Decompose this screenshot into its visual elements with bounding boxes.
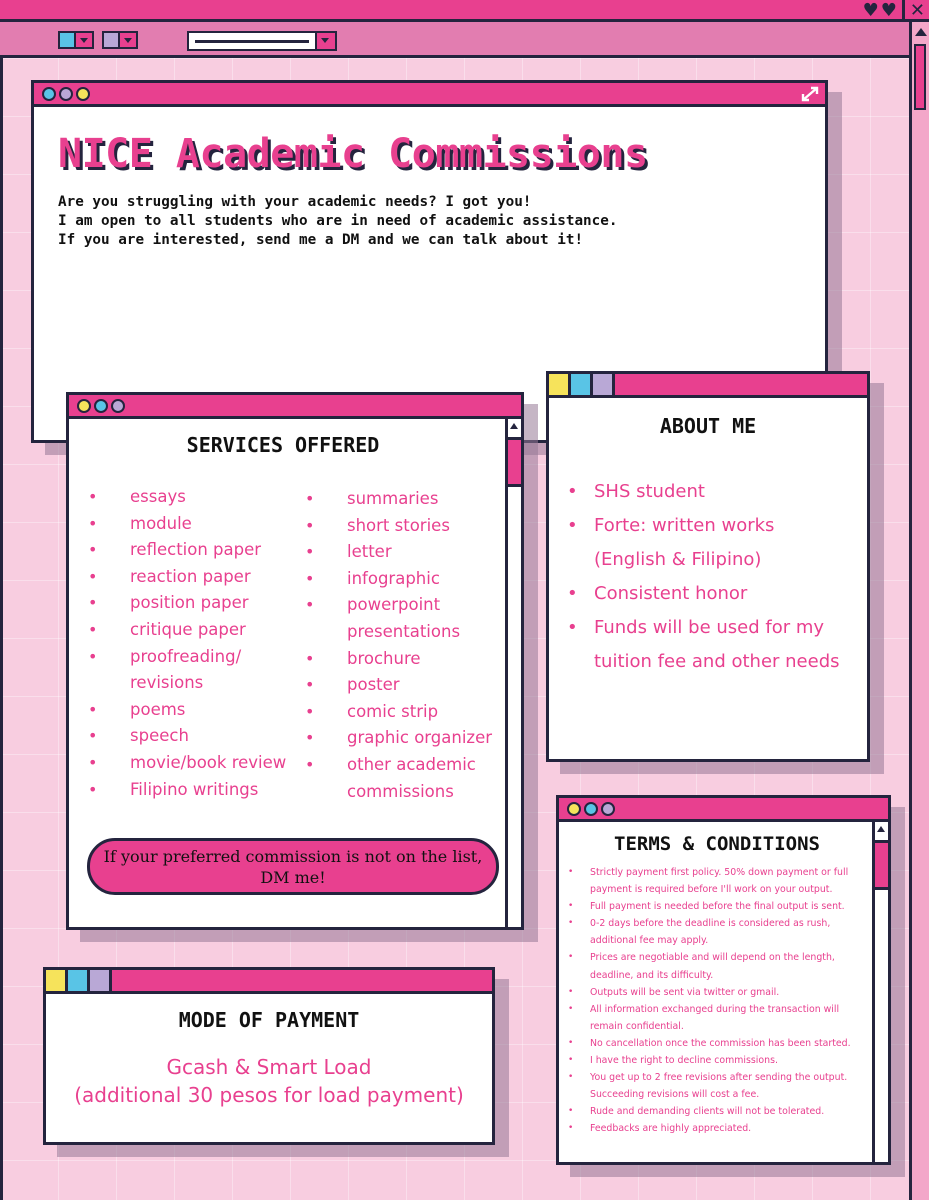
chevron-down-icon[interactable] [76,31,94,49]
color-picker-cyan[interactable] [58,31,94,51]
list-item: • critique paper [88,617,288,644]
window-title-bar [34,83,825,107]
outer-frame-edge [0,58,3,1200]
outer-title-bar [0,0,929,22]
address-bar[interactable] [187,31,337,51]
list-item: additional fee may apply. [590,935,709,947]
about-window [546,371,870,762]
terms-scrollbar[interactable] [872,822,888,1162]
list-item: presentations [347,621,461,641]
list-item: • reflection paper [88,537,288,564]
list-item: • All information exchanged during the transaction will [562,1001,862,1018]
dot-icon[interactable] [601,802,615,816]
window-title-bar [46,970,492,994]
list-item: • essays [88,484,288,511]
list-item: • position paper [88,590,288,617]
list-item: • Consistent honor [549,577,867,611]
intro-line: I am open to all students who are in need of academic assistance. [58,213,618,229]
color-swatch [58,31,76,49]
dm-me-banner[interactable] [87,838,499,895]
close-icon[interactable]: ✕ [909,0,925,21]
list-item: • comic strip [305,699,505,726]
intro-line: Are you struggling with your academic needs? I got you! [58,194,532,210]
list-item: • No cancellation once the commission has been started. [562,1035,862,1052]
dot-icon[interactable] [94,399,108,413]
list-item: • Rude and demanding clients will not be tolerated. [562,1103,862,1120]
scroll-thumb[interactable] [914,44,926,110]
outer-scrollbar[interactable] [909,22,929,1200]
services-list-left [88,484,288,803]
window-title-bar [559,798,888,822]
scroll-up-icon[interactable] [915,28,927,36]
list-item: • Feedbacks are highly appreciated. [562,1120,862,1137]
scroll-up-icon[interactable] [510,423,518,429]
list-item: • short stories [305,513,505,540]
list-item: • I have the right to decline commissions. [562,1052,862,1069]
services-title: SERVICES OFFERED [186,433,380,457]
scroll-up-icon[interactable] [877,826,885,832]
list-item: • other academic [305,752,505,779]
block-icon[interactable] [593,374,615,395]
dot-icon[interactable] [42,87,56,101]
about-list [549,475,867,679]
list-item: • proofreading/ [88,644,288,671]
list-item: • powerpoint [305,592,505,619]
terms-list [562,864,862,1138]
list-item: (English & Filipino) [594,549,762,570]
list-item: • module [88,511,288,538]
list-item: • infographic [305,566,505,593]
chevron-down-icon[interactable] [120,31,138,49]
dot-icon[interactable] [76,87,90,101]
window-dots [567,802,615,816]
list-item: • brochure [305,646,505,673]
scroll-thumb[interactable] [875,840,888,890]
list-item: • movie/book review [88,750,288,777]
heart-icon[interactable]: ♥ [862,0,879,21]
color-picker-lavender[interactable] [102,31,138,51]
list-item: • graphic organizer [305,725,505,752]
block-icon[interactable] [571,374,593,395]
outer-toolbar [0,22,912,58]
address-input[interactable] [187,31,317,51]
block-icon[interactable] [90,970,112,991]
list-item: • SHS student [549,475,867,509]
dot-icon[interactable] [584,802,598,816]
block-icon[interactable] [46,970,68,991]
window-blocks [46,970,112,991]
list-item: payment is required before I'll work on your output. [590,884,833,896]
expand-icon[interactable] [801,86,819,102]
list-item: remain confidential. [590,1020,684,1032]
window-dots [42,87,90,101]
list-item: • poems [88,697,288,724]
about-title: ABOUT ME [659,414,757,438]
list-item: • speech [88,723,288,750]
block-icon[interactable] [68,970,90,991]
window-controls [863,0,925,22]
page-title: NICE Academic Commissions [58,131,648,177]
payment-method: Gcash & Smart Load [166,1055,372,1079]
list-item: deadline, and its difficulty. [590,969,714,981]
list-item: • letter [305,539,505,566]
dot-icon[interactable] [59,87,73,101]
dm-me-line: DM me! [260,868,326,887]
list-item: Succeeding revisions will cost a fee. [590,1089,760,1101]
services-scrollbar[interactable] [505,419,521,927]
list-item: • Forte: written works [549,509,867,543]
window-dots [77,399,125,413]
color-swatch [102,31,120,49]
window-blocks [549,374,615,395]
list-item: • Outputs will be sent via twitter or gmail. [562,984,862,1001]
scroll-thumb[interactable] [508,437,521,487]
list-item: • Filipino writings [88,777,288,804]
payment-note: (additional 30 pesos for load payment) [74,1083,464,1107]
intro-line: If you are interested, send me a DM and we can talk about it! [58,232,584,248]
list-item: • Prices are negotiable and will depend on the length, [562,949,862,966]
dot-icon[interactable] [77,399,91,413]
list-item: • summaries [305,486,505,513]
services-list-right [305,486,505,805]
terms-title: TERMS & CONDITIONS [614,833,820,855]
list-item: • Full payment is needed before the final output is sent. [562,898,862,915]
list-item: • 0-2 days before the deadline is considered as rush, [562,915,862,932]
list-item: revisions [130,673,204,693]
dot-icon[interactable] [567,802,581,816]
dot-icon[interactable] [111,399,125,413]
list-item: • reaction paper [88,564,288,591]
list-item: • Strictly payment first policy. 50% down payment or full [562,864,862,881]
block-icon[interactable] [549,374,571,395]
terms-window [556,795,891,1165]
window-title-bar [69,395,521,419]
dm-me-line: If your preferred commission is not on the list, [103,847,483,866]
title-separator [902,0,905,22]
payment-title: MODE OF PAYMENT [178,1008,360,1032]
intro-text [58,193,617,250]
services-window [66,392,524,930]
list-item: tuition fee and other needs [594,651,840,672]
list-item: • You get up to 2 free revisions after sending the output. [562,1069,862,1086]
heart-icon[interactable]: ♥ [880,0,897,21]
chevron-down-icon[interactable] [317,31,337,51]
list-item: • poster [305,672,505,699]
list-item: • Funds will be used for my [549,611,867,645]
window-title-bar [549,374,867,398]
payment-window [43,967,495,1145]
list-item: commissions [347,781,454,801]
